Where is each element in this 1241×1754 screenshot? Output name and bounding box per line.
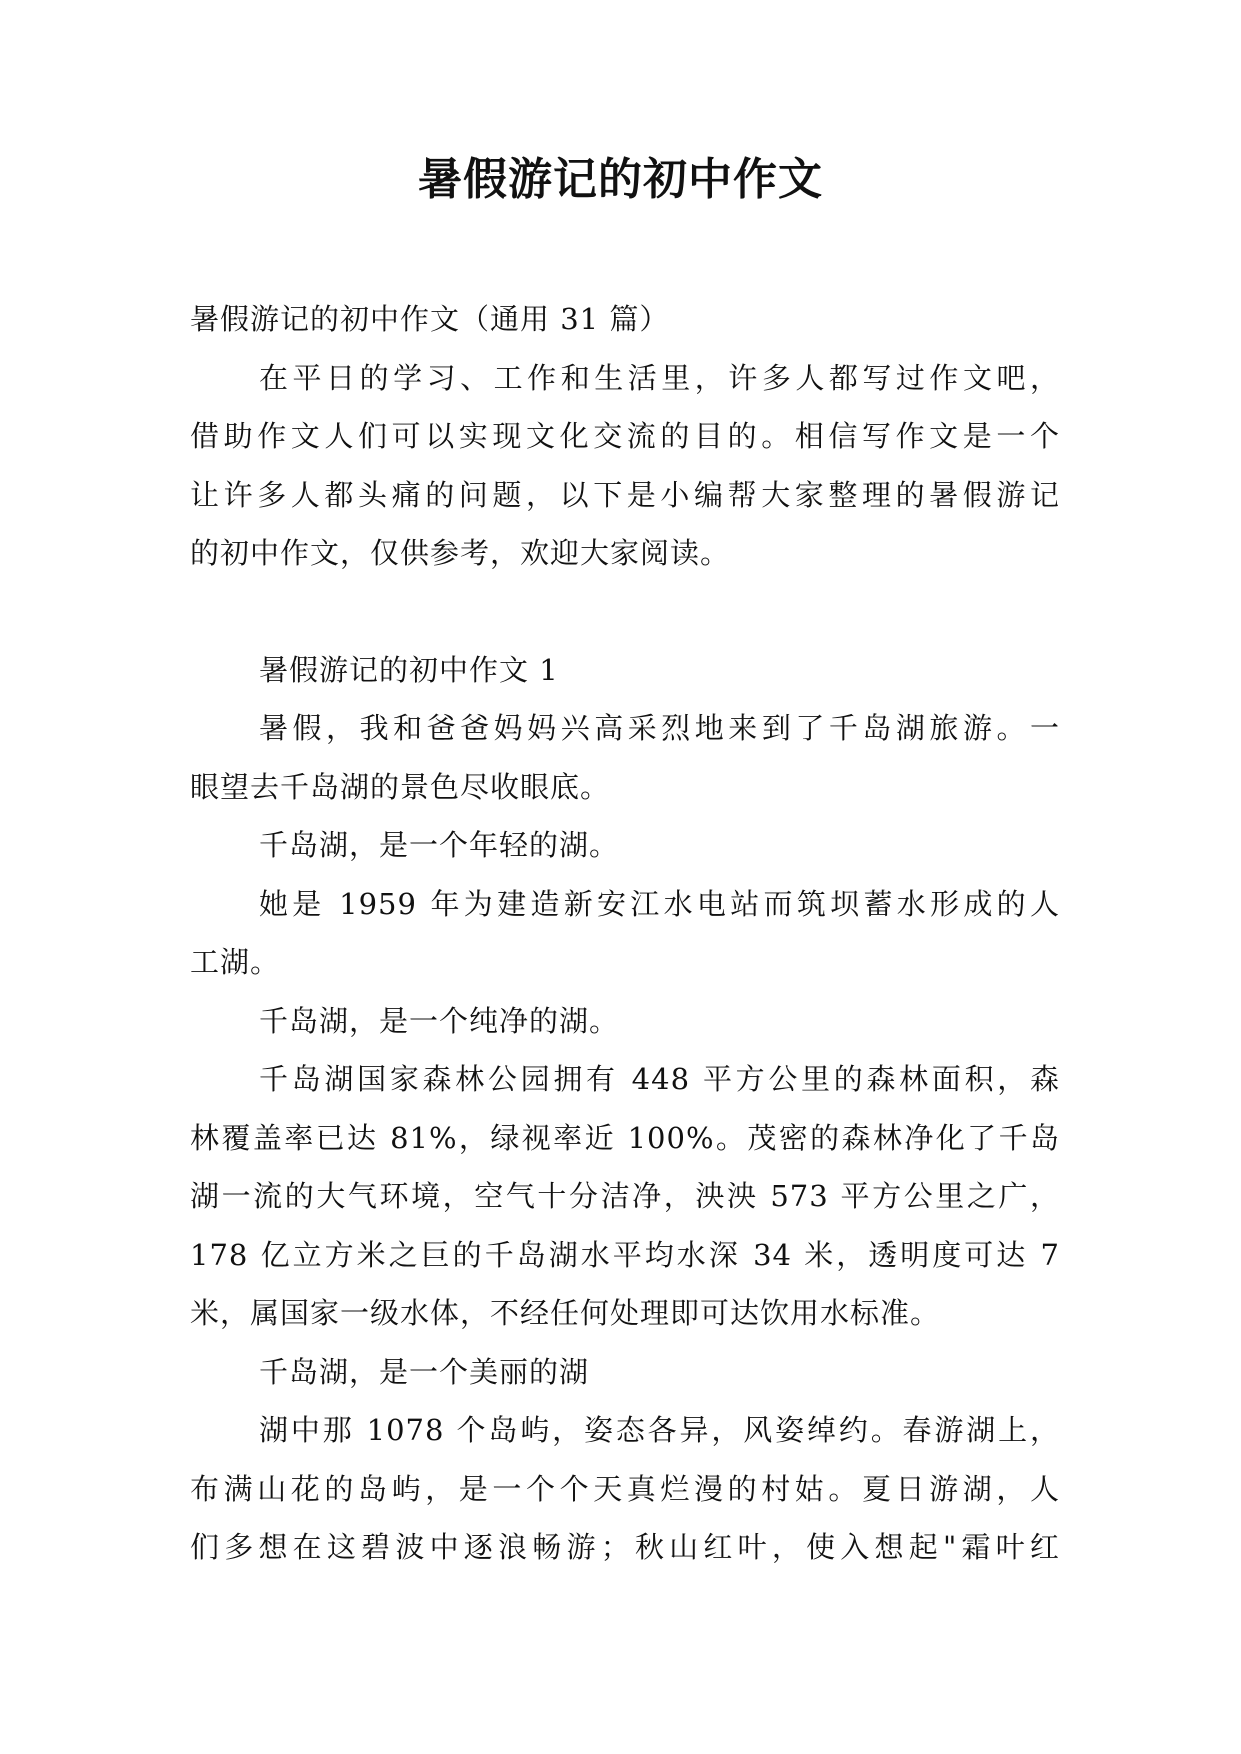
body-line: 千岛湖，是一个美丽的湖 (259, 1354, 590, 1389)
intro-line: 借助作文人们可以实现文化交流的目的。相信写作文是一个 (190, 419, 1060, 453)
body-line: 们多想在这碧波中逐浪畅游；秋山红叶，使入想起"霜叶红 (190, 1530, 1060, 1564)
body-line: 布满山花的岛屿，是一个个天真烂漫的村姑。夏日游湖，人 (190, 1471, 1060, 1506)
body-line: 她是 1959 年为建造新安江水电站而筑坝蓄水形成的人 (259, 886, 1060, 921)
body-line: 178 亿立方米之巨的千岛湖水平均水深 34 米，透明度可达 7 (190, 1237, 1060, 1272)
body-line: 暑假，我和爸爸妈妈兴高采烈地来到了千岛湖旅游。一 (259, 711, 1060, 745)
section-heading: 暑假游记的初中作文 1 (259, 652, 559, 687)
body-line: 米，属国家一级水体，不经任何处理即可达饮用水标准。 (190, 1296, 941, 1330)
body-line: 林覆盖率已达 81%，绿视率近 100%。茂密的森林净化了千岛 (190, 1120, 1060, 1155)
body-line: 千岛湖国家森林公园拥有 448 平方公里的森林面积，森 (259, 1062, 1060, 1096)
intro-line: 让许多人都头痛的问题，以下是小编帮大家整理的暑假游记 (190, 477, 1060, 512)
intro-line: 在平日的学习、工作和生活里，许多人都写过作文吧， (259, 360, 1060, 395)
document-title: 暑假游记的初中作文 (418, 154, 823, 205)
paragraph-gap (190, 583, 1060, 641)
body-line: 千岛湖，是一个年轻的湖。 (259, 828, 620, 862)
body-line: 工湖。 (190, 945, 281, 979)
body-line: 湖一流的大气环境，空气十分洁净，泱泱 573 平方公里之广， (190, 1179, 1060, 1213)
body-line: 眼望去千岛湖的景色尽收眼底。 (190, 769, 611, 804)
body-line: 湖中那 1078 个岛屿，姿态各异，风姿绰约。春游湖上， (259, 1413, 1060, 1447)
body-line: 千岛湖，是一个纯净的湖。 (259, 1003, 620, 1038)
document-subtitle: 暑假游记的初中作文（通用 31 篇） (190, 302, 670, 336)
document-body (190, 290, 1060, 1577)
intro-line: 的初中作文，仅供参考，欢迎大家阅读。 (190, 536, 731, 570)
